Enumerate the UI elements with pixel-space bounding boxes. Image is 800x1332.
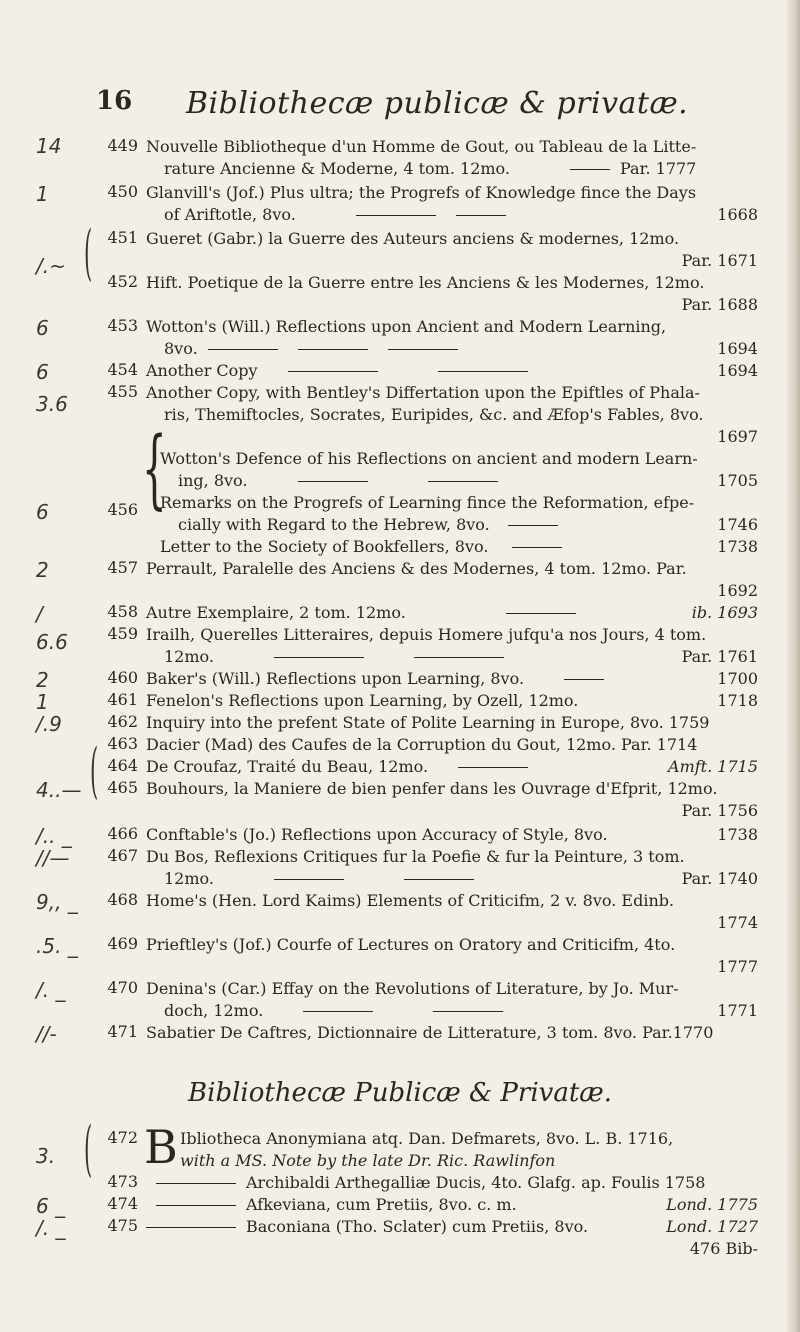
entry-text bbox=[146, 690, 758, 712]
text-span: 12mo. bbox=[164, 869, 214, 888]
entry-text bbox=[146, 978, 758, 1022]
text-line: Dacier (Mad) des Caufes de la Corruption du Gout, 12mo. Par. 1714 bbox=[146, 735, 698, 754]
ditto-dash bbox=[414, 657, 504, 658]
ditto-dash bbox=[438, 371, 528, 372]
text-line: 1697 bbox=[717, 427, 758, 446]
margin-note: 2 bbox=[36, 668, 49, 692]
text-line bbox=[146, 1000, 758, 1022]
margin-bracket: ( bbox=[84, 1114, 93, 1184]
text-span: De Croufaz, Traité du Beau, 12mo. bbox=[146, 757, 429, 776]
entry-number: 466 bbox=[107, 824, 138, 843]
ditto-dash bbox=[512, 547, 562, 548]
ditto-dash bbox=[388, 349, 458, 350]
text-line: Irailh, Querelles Litteraires, depuis Homere jufqu'a nos Jours, 4 tom. bbox=[146, 625, 707, 644]
entry-number: 455 bbox=[107, 382, 138, 401]
ditto-dash bbox=[156, 1205, 236, 1206]
ditto-dash bbox=[156, 1183, 236, 1184]
text-line bbox=[146, 1194, 758, 1216]
margin-note: .5. _ bbox=[36, 934, 78, 958]
text-line: Inquiry into the prefent State of Polite Learning in Europe, 8vo. 1759 bbox=[146, 713, 710, 732]
text-line: Par. 1688 bbox=[681, 295, 758, 314]
entry-number: 470 bbox=[107, 978, 138, 997]
ditto-dash bbox=[274, 657, 364, 658]
text-line bbox=[160, 470, 758, 492]
text-span: Amft. 1715 bbox=[668, 757, 758, 776]
margin-note: 3. bbox=[36, 1144, 56, 1168]
text-line: Denina's (Car.) Effay on the Revolutions of Literature, by Jo. Mur- bbox=[146, 979, 679, 998]
text-span: Autre Exemplaire, 2 tom. 12mo. bbox=[146, 603, 406, 622]
entry-number: 451 bbox=[107, 228, 138, 247]
text-span: 1771 bbox=[717, 1001, 758, 1020]
ditto-dash bbox=[208, 349, 278, 350]
text-line: ris, Themiftocles, Socrates, Euripides, &c. and Æfop's Fables, 8vo. bbox=[164, 405, 704, 424]
ditto-dash bbox=[570, 169, 610, 170]
ditto-dash bbox=[404, 879, 474, 880]
margin-note: /. _ bbox=[36, 1216, 66, 1240]
margin-note: 6 bbox=[36, 360, 49, 384]
text-span: Lond. 1727 bbox=[666, 1217, 758, 1236]
ditto-dash bbox=[506, 613, 576, 614]
entry-text bbox=[146, 1216, 758, 1260]
text-span: doch, 12mo. bbox=[164, 1001, 264, 1020]
text-line: Ibliotheca Anonymiana atq. Dan. Defmarets, 8vo. L. B. 1716, bbox=[180, 1129, 674, 1148]
entry-text bbox=[146, 846, 758, 890]
entry-text bbox=[146, 1172, 758, 1194]
entry-number: 452 bbox=[107, 272, 138, 291]
text-line bbox=[146, 158, 758, 180]
entry-number: 462 bbox=[107, 712, 138, 731]
entry-text bbox=[180, 1128, 758, 1172]
text-line: Nouvelle Bibliotheque d'un Homme de Gout, ou Tableau de la Litte- bbox=[146, 137, 697, 156]
entry-text bbox=[146, 272, 758, 316]
entry-number: 468 bbox=[107, 890, 138, 909]
entry-text bbox=[146, 778, 758, 822]
page-header bbox=[96, 86, 756, 126]
text-span: rature Ancienne & Moderne, 4 tom. 12mo. bbox=[164, 159, 510, 178]
entry-number: 449 bbox=[107, 136, 138, 155]
margin-note: 6.6 bbox=[36, 630, 68, 654]
entry-number: 460 bbox=[107, 668, 138, 687]
text-line: 1692 bbox=[717, 581, 758, 600]
text-span: Letter to the Society of Bookfellers, 8vo. bbox=[160, 537, 489, 556]
entry-text bbox=[146, 1022, 758, 1044]
entry-number: 469 bbox=[107, 934, 138, 953]
text-line bbox=[146, 1172, 758, 1194]
ditto-dash bbox=[303, 1011, 373, 1012]
entry-number: 474 bbox=[107, 1194, 138, 1213]
text-span: Archibaldi Arthegalliæ Ducis, 4to. Glafg. ap. Foulis 1758 bbox=[246, 1173, 706, 1192]
text-span: ing, 8vo. bbox=[178, 471, 248, 490]
text-line: Sabatier De Caftres, Dictionnaire de Litterature, 3 tom. 8vo. Par.1770 bbox=[146, 1023, 714, 1042]
text-line: Hift. Poetique de la Guerre entre les Anciens & les Modernes, 12mo. bbox=[146, 273, 705, 292]
text-line bbox=[146, 690, 758, 712]
text-line bbox=[146, 338, 758, 360]
entry-number: 465 bbox=[107, 778, 138, 797]
margin-note: /.9 bbox=[36, 712, 62, 736]
entry-number: 450 bbox=[107, 182, 138, 201]
ditto-dash bbox=[288, 371, 378, 372]
entry-text bbox=[146, 824, 758, 846]
text-line: 1777 bbox=[717, 957, 758, 976]
margin-note: 6 _ bbox=[36, 1194, 66, 1218]
margin-note: 2 bbox=[36, 558, 49, 582]
text-line bbox=[146, 602, 758, 624]
margin-note: / bbox=[36, 602, 43, 626]
margin-note: /.. _ bbox=[36, 824, 72, 848]
ditto-dash bbox=[456, 215, 506, 216]
text-span: Another Copy bbox=[146, 361, 258, 380]
entry-brace: { bbox=[142, 419, 167, 519]
text-line: Prieftley's (Jof.) Courfe of Lectures on Oratory and Criticifm, 4to. bbox=[146, 935, 676, 954]
entry-number: 453 bbox=[107, 316, 138, 335]
margin-note: 14 bbox=[36, 134, 62, 158]
ditto-dash bbox=[298, 481, 368, 482]
entry-number: 472 bbox=[107, 1128, 138, 1147]
text-span: Baconiana (Tho. Sclater) cum Pretiis, 8vo. bbox=[246, 1217, 589, 1236]
ditto-dash bbox=[428, 481, 498, 482]
text-line bbox=[146, 360, 758, 382]
text-span: Conftable's (Jo.) Reflections upon Accuracy of Style, 8vo. bbox=[146, 825, 608, 844]
ditto-dash bbox=[433, 1011, 503, 1012]
text-span: cially with Regard to the Hebrew, 8vo. bbox=[178, 515, 490, 534]
text-line: Bouhours, la Maniere de bien penfer dans les Ouvrage d'Efprit, 12mo. bbox=[146, 779, 718, 798]
ditto-dash bbox=[458, 767, 528, 768]
text-line bbox=[146, 824, 758, 846]
margin-note: /.~ bbox=[36, 254, 66, 278]
text-span: 1694 bbox=[717, 361, 758, 380]
text-line bbox=[146, 756, 758, 778]
entry-text bbox=[146, 602, 758, 624]
text-line: Remarks on the Progrefs of Learning fince the Reformation, efpe- bbox=[160, 493, 695, 512]
margin-note: 6 bbox=[36, 316, 49, 340]
entry-text bbox=[146, 316, 758, 360]
text-span: 1694 bbox=[717, 339, 758, 358]
margin-note: 9,, _ bbox=[36, 890, 78, 914]
ditto-dash bbox=[298, 349, 368, 350]
text-span: 1738 bbox=[717, 825, 758, 844]
entry-number: 475 bbox=[107, 1216, 138, 1235]
entry-text bbox=[146, 136, 758, 180]
ditto-dash bbox=[564, 679, 604, 680]
entry-text bbox=[146, 228, 758, 272]
entry-text bbox=[146, 668, 758, 690]
margin-note: /. _ bbox=[36, 978, 66, 1002]
entry-number: 461 bbox=[107, 690, 138, 709]
entry-text bbox=[146, 890, 758, 934]
entry-number: 456 bbox=[107, 500, 138, 519]
entry-number: 467 bbox=[107, 846, 138, 865]
entry-number: 454 bbox=[107, 360, 138, 379]
text-span: 1668 bbox=[717, 205, 758, 224]
text-span: 1705 bbox=[717, 471, 758, 490]
ditto-dash bbox=[508, 525, 558, 526]
text-line: Par. 1671 bbox=[681, 251, 758, 270]
entry-number: 471 bbox=[107, 1022, 138, 1041]
text-line bbox=[160, 536, 758, 558]
text-line: Perrault, Paralelle des Anciens & des Modernes, 4 tom. 12mo. Par. bbox=[146, 559, 687, 578]
entry-text bbox=[146, 558, 758, 602]
entry-text bbox=[146, 624, 758, 668]
entry-number: 457 bbox=[107, 558, 138, 577]
text-line: 1774 bbox=[717, 913, 758, 932]
margin-note: 1 bbox=[36, 690, 49, 714]
ditto-dash bbox=[274, 879, 344, 880]
entry-text bbox=[146, 360, 758, 382]
margin-note: 1 bbox=[36, 182, 49, 206]
text-span: Par. 1740 bbox=[681, 869, 758, 888]
entry-text bbox=[146, 712, 758, 734]
text-line: Wotton's (Will.) Reflections upon Ancient and Modern Learning, bbox=[146, 317, 667, 336]
margin-note: 3.6 bbox=[36, 392, 68, 416]
text-span: 12mo. bbox=[164, 647, 214, 666]
entry-text bbox=[146, 734, 758, 756]
text-span: 1718 bbox=[717, 691, 758, 710]
text-line: Par. 1756 bbox=[681, 801, 758, 820]
drop-cap: B bbox=[144, 1120, 178, 1174]
page-edge bbox=[786, 0, 800, 1332]
text-line: Glanvill's (Jof.) Plus ultra; the Progrefs of Knowledge fince the Days bbox=[146, 183, 697, 202]
text-line bbox=[146, 646, 758, 668]
text-span: Par. 1761 bbox=[681, 647, 758, 666]
text-line bbox=[146, 868, 758, 890]
text-line: Home's (Hen. Lord Kaims) Elements of Criticifm, 2 v. 8vo. Edinb. bbox=[146, 891, 675, 910]
text-span: Afkeviana, cum Pretiis, 8vo. c. m. bbox=[246, 1195, 517, 1214]
text-span: ib. 1693 bbox=[691, 603, 758, 622]
entry-number: 458 bbox=[107, 602, 138, 621]
text-span: 1738 bbox=[717, 537, 758, 556]
entry-text bbox=[146, 934, 758, 978]
entry-number: 473 bbox=[107, 1172, 138, 1191]
section-title: Bibliothecæ Publicæ & Privatæ. bbox=[188, 1078, 612, 1108]
text-line: Du Bos, Reflexions Critiques fur la Poefie & fur la Peinture, 3 tom. bbox=[146, 847, 685, 866]
entry-number: 459 bbox=[107, 624, 138, 643]
text-line bbox=[146, 1216, 758, 1238]
text-line: Gueret (Gabr.) la Guerre des Auteurs anciens & modernes, 12mo. bbox=[146, 229, 680, 248]
ditto-dash bbox=[356, 215, 436, 216]
entry-text bbox=[146, 1194, 758, 1216]
page-number: 16 bbox=[96, 86, 133, 116]
margin-bracket: ( bbox=[90, 736, 99, 806]
running-head: Bibliothecæ publicæ & privatæ. bbox=[186, 86, 689, 121]
text-span: 1700 bbox=[717, 669, 758, 688]
entry-text bbox=[146, 382, 758, 448]
margin-note: 6 bbox=[36, 500, 49, 524]
margin-note: //- bbox=[36, 1022, 57, 1046]
entry-number: 463 bbox=[107, 734, 138, 753]
entry-text bbox=[146, 182, 758, 226]
text-span: 8vo. bbox=[164, 339, 198, 358]
text-line: Another Copy, with Bentley's Differtation upon the Epiftles of Phala- bbox=[146, 383, 700, 402]
margin-bracket: ( bbox=[84, 218, 93, 288]
text-line bbox=[146, 668, 758, 690]
text-span: Lond. 1775 bbox=[666, 1195, 758, 1214]
ditto-dash bbox=[146, 1227, 236, 1228]
text-span: 1746 bbox=[717, 515, 758, 534]
text-line bbox=[146, 204, 758, 226]
text-span: Par. 1777 bbox=[619, 159, 697, 178]
margin-note: //— bbox=[36, 846, 70, 870]
text-span: of Ariftotle, 8vo. bbox=[164, 205, 296, 224]
text-line: with a MS. Note by the late Dr. Ric. Rawlinfon bbox=[180, 1151, 556, 1170]
text-span: Baker's (Will.) Reflections upon Learning, 8vo. bbox=[146, 669, 525, 688]
margin-note: 4..— bbox=[36, 778, 82, 802]
catchword: 476 Bib- bbox=[689, 1239, 758, 1258]
entry-text bbox=[146, 756, 758, 778]
text-line: Wotton's Defence of his Reflections on ancient and modern Learn- bbox=[160, 449, 698, 468]
text-line bbox=[160, 514, 758, 536]
entry-text bbox=[160, 448, 758, 558]
text-span: Fenelon's Reflections upon Learning, by Ozell, 12mo. bbox=[146, 691, 579, 710]
entry-number: 464 bbox=[107, 756, 138, 775]
